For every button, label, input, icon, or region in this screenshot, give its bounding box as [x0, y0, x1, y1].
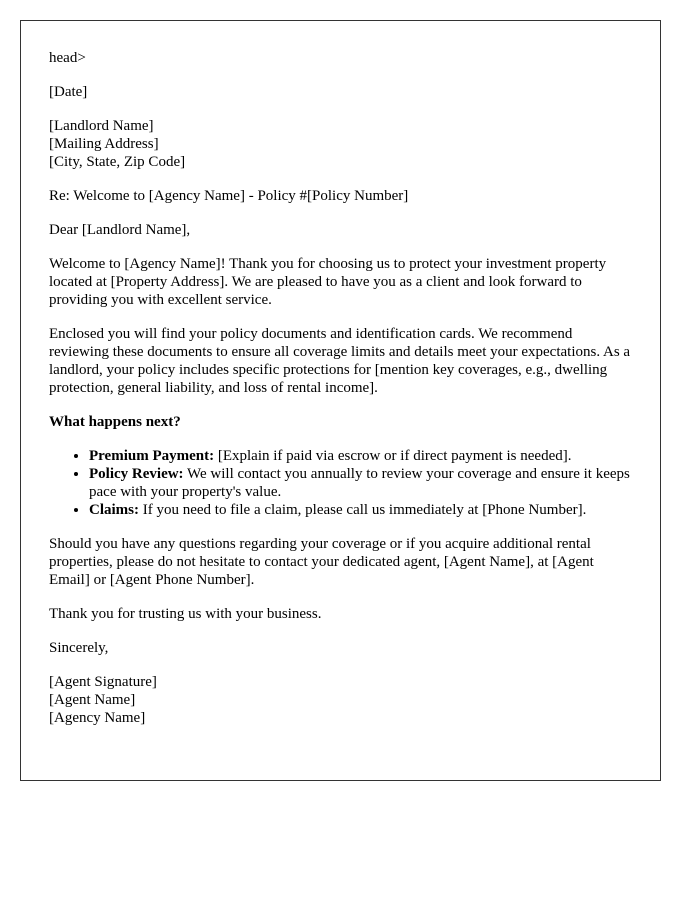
enclosed-paragraph: Enclosed you will find your policy documents and identification cards. We recommend reviewing these documents to ensure all coverage limits and details meet your expectations. As a landlord, your policy includes specific protections for [mention key coverages, e.g., dwelling protection, general liability, and loss of rental income].: [49, 326, 631, 396]
agent-name: [Agent Name]: [49, 692, 136, 708]
next-steps-heading: What happens next?: [49, 414, 181, 430]
agent-signature: [Agent Signature]: [49, 674, 157, 690]
list-item: [89, 447, 632, 465]
recipient-address: [49, 117, 632, 171]
recipient-city-state-zip: [City, State, Zip Code]: [49, 154, 186, 170]
list-item-text: [Explain if paid via escrow or if direct payment is needed].: [214, 448, 572, 464]
list-item-label: Claims:: [89, 502, 139, 518]
list-item-text: If you need to file a claim, please call us immediately at [Phone Number].: [139, 502, 587, 518]
list-item-label: Premium Payment:: [89, 448, 215, 464]
list-item-text: We will contact you annually to review your coverage and ensure it keeps pace with your property's value.: [89, 466, 630, 500]
recipient-name: [Landlord Name]: [49, 118, 154, 134]
letter-date: [Date]: [49, 84, 88, 100]
recipient-mailing-address: [Mailing Address]: [49, 136, 159, 152]
letter-document: [20, 20, 661, 781]
questions-paragraph: Should you have any questions regarding your coverage or if you acquire additional rental properties, please do not hesitate to contact your dedicated agent, [Agent Name], at [Agent Email] or [Agent Phone Number].: [49, 536, 594, 588]
list-item: [89, 501, 632, 519]
stray-head-text: head>: [49, 50, 86, 66]
thanks-paragraph: Thank you for trusting us with your business.: [49, 606, 322, 622]
subject-line: Re: Welcome to [Agency Name] - Policy #[Policy Number]: [49, 188, 409, 204]
signature-block: [49, 673, 632, 727]
welcome-paragraph: Welcome to [Agency Name]! Thank you for choosing us to protect your investment property located at [Property Address]. We are pleased to have you as a client and look forward to providing you with excellent service.: [49, 256, 607, 308]
list-item: [89, 465, 632, 501]
closing: Sincerely,: [49, 640, 109, 656]
salutation: Dear [Landlord Name],: [49, 222, 191, 238]
agency-name: [Agency Name]: [49, 710, 146, 726]
next-steps-list: [49, 447, 632, 519]
list-item-label: Policy Review:: [89, 466, 184, 482]
